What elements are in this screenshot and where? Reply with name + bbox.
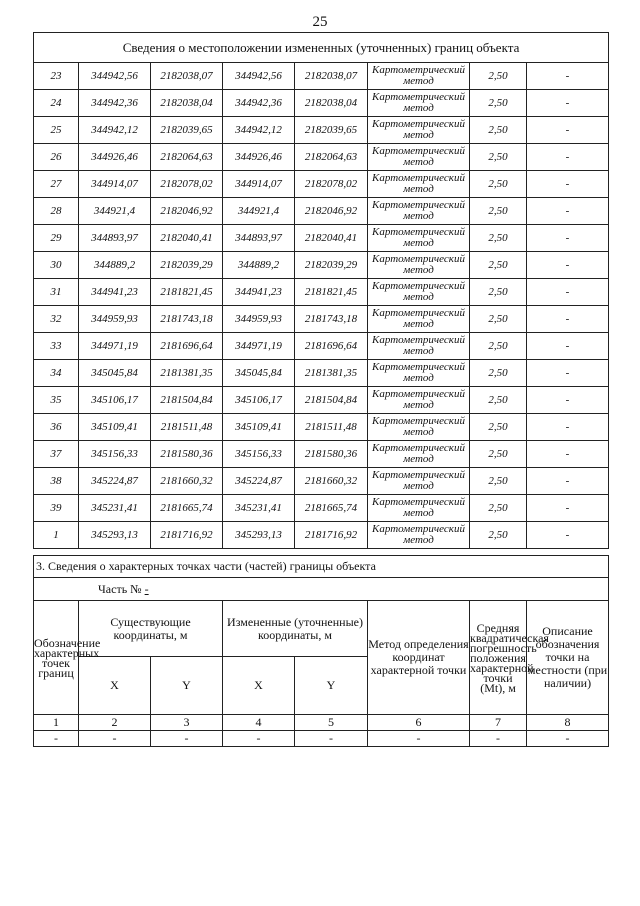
header-point-designation: Обозначение характерных точек границ [34,601,79,715]
method-cell: Картометрический метод [368,171,470,198]
y-changed-cell: 2181743,18 [295,306,368,333]
table-cell: - [223,731,295,747]
y-existing-cell: 2182039,29 [151,252,223,279]
header-precision: Средняя квадратическая погрешность положения характерной точки (Mt), м [470,601,527,715]
table-cell: - [295,731,368,747]
y-changed-cell: 2182078,02 [295,171,368,198]
x-changed-cell: 344971,19 [223,333,295,360]
method-cell: Картометрический метод [368,333,470,360]
point-number-cell: 29 [34,225,79,252]
description-cell: - [527,306,609,333]
precision-cell: 2,50 [470,63,527,90]
x-changed-cell: 344959,93 [223,306,295,333]
y-changed-cell: 2181665,74 [295,495,368,522]
boundary-coordinates-table [33,32,609,549]
description-cell: - [527,468,609,495]
point-number-cell: 36 [34,414,79,441]
y-existing-cell: 2182046,92 [151,198,223,225]
point-number-cell: 24 [34,90,79,117]
description-cell: - [527,198,609,225]
x-changed-cell: 345224,87 [223,468,295,495]
precision-cell: 2,50 [470,468,527,495]
part-label: Часть № [98,581,142,596]
precision-cell: 2,50 [470,117,527,144]
table-row [34,731,609,747]
table-row [34,441,609,468]
x-existing-cell: 345224,87 [79,468,151,495]
x-existing-cell: 345293,13 [79,522,151,549]
x-changed-cell: 345231,41 [223,495,295,522]
y-changed-cell: 2181696,64 [295,333,368,360]
method-cell: Картометрический метод [368,63,470,90]
point-number-cell: 23 [34,63,79,90]
x-changed-cell: 345109,41 [223,414,295,441]
y-existing-cell: 2181743,18 [151,306,223,333]
y-changed-cell: 2181504,84 [295,387,368,414]
x-changed-cell: 344914,07 [223,171,295,198]
point-number-cell: 31 [34,279,79,306]
x-changed-cell: 345045,84 [223,360,295,387]
table-row [34,225,609,252]
part-value: - [144,581,149,596]
precision-cell: 2,50 [470,414,527,441]
header-y-changed: Y [295,657,368,715]
precision-cell: 2,50 [470,360,527,387]
table-row [34,252,609,279]
table-cell: - [527,731,609,747]
method-cell: Картометрический метод [368,144,470,171]
table-row [34,360,609,387]
method-cell: Картометрический метод [368,360,470,387]
precision-cell: 2,50 [470,333,527,360]
point-number-cell: 39 [34,495,79,522]
y-existing-cell: 2181660,32 [151,468,223,495]
point-number-cell: 34 [34,360,79,387]
x-changed-cell: 344941,23 [223,279,295,306]
point-number-cell: 37 [34,441,79,468]
y-existing-cell: 2182064,63 [151,144,223,171]
x-existing-cell: 344942,36 [79,90,151,117]
y-changed-cell: 2182039,29 [295,252,368,279]
x-changed-cell: 344889,2 [223,252,295,279]
precision-cell: 2,50 [470,171,527,198]
y-changed-cell: 2182064,63 [295,144,368,171]
y-changed-cell: 2182039,65 [295,117,368,144]
x-changed-cell: 344942,36 [223,90,295,117]
precision-cell: 2,50 [470,90,527,117]
precision-cell: 2,50 [470,144,527,171]
description-cell: - [527,495,609,522]
description-cell: - [527,117,609,144]
y-existing-cell: 2182038,04 [151,90,223,117]
x-existing-cell: 344942,56 [79,63,151,90]
precision-cell: 2,50 [470,441,527,468]
table-row [34,468,609,495]
column-index-cell: 3 [151,715,223,731]
y-existing-cell: 2181381,35 [151,360,223,387]
y-existing-cell: 2181716,92 [151,522,223,549]
description-cell: - [527,522,609,549]
y-changed-cell: 2181580,36 [295,441,368,468]
y-existing-cell: 2181821,45 [151,279,223,306]
method-cell: Картометрический метод [368,441,470,468]
x-existing-cell: 345109,41 [79,414,151,441]
column-index-cell: 2 [79,715,151,731]
x-existing-cell: 344971,19 [79,333,151,360]
x-existing-cell: 344959,93 [79,306,151,333]
precision-cell: 2,50 [470,495,527,522]
x-existing-cell: 344889,2 [79,252,151,279]
y-existing-cell: 2182038,07 [151,63,223,90]
x-changed-cell: 345106,17 [223,387,295,414]
y-existing-cell: 2181665,74 [151,495,223,522]
part-number [34,578,609,601]
description-cell: - [527,414,609,441]
method-cell: Картометрический метод [368,198,470,225]
method-cell: Картометрический метод [368,468,470,495]
method-cell: Картометрический метод [368,387,470,414]
x-existing-cell: 345231,41 [79,495,151,522]
description-cell: - [527,171,609,198]
column-index-row [34,715,609,731]
part-points-table [33,555,609,747]
method-cell: Картометрический метод [368,225,470,252]
x-changed-cell: 345156,33 [223,441,295,468]
table-row [34,198,609,225]
y-existing-cell: 2181580,36 [151,441,223,468]
precision-cell: 2,50 [470,252,527,279]
y-changed-cell: 2181660,32 [295,468,368,495]
column-index-cell: 8 [527,715,609,731]
y-changed-cell: 2182038,07 [295,63,368,90]
y-existing-cell: 2181696,64 [151,333,223,360]
y-changed-cell: 2181381,35 [295,360,368,387]
header-changed-coords: Измененные (уточненные) координаты, м [223,601,368,657]
description-cell: - [527,90,609,117]
x-existing-cell: 344914,07 [79,171,151,198]
table-row [34,144,609,171]
point-number-cell: 27 [34,171,79,198]
x-changed-cell: 344942,12 [223,117,295,144]
point-number-cell: 30 [34,252,79,279]
y-existing-cell: 2181504,84 [151,387,223,414]
x-existing-cell: 345045,84 [79,360,151,387]
table-row [34,387,609,414]
column-index-cell: 5 [295,715,368,731]
table-row [34,63,609,90]
description-cell: - [527,387,609,414]
description-cell: - [527,441,609,468]
page-number: 25 [312,14,328,30]
precision-cell: 2,50 [470,198,527,225]
description-cell: - [527,252,609,279]
x-changed-cell: 344926,46 [223,144,295,171]
method-cell: Картометрический метод [368,117,470,144]
table-row [34,90,609,117]
point-number-cell: 33 [34,333,79,360]
x-existing-cell: 344941,23 [79,279,151,306]
y-changed-cell: 2181716,92 [295,522,368,549]
x-existing-cell: 345106,17 [79,387,151,414]
column-index-cell: 1 [34,715,79,731]
x-existing-cell: 344921,4 [79,198,151,225]
description-cell: - [527,279,609,306]
column-index-cell: 4 [223,715,295,731]
table-cell: - [34,731,79,747]
table-row [34,171,609,198]
point-number-cell: 28 [34,198,79,225]
method-cell: Картометрический метод [368,252,470,279]
precision-cell: 2,50 [470,279,527,306]
section-title: 3. Сведения о характерных точках части (частей) границы объекта [34,556,609,578]
description-cell: - [527,144,609,171]
point-number-cell: 1 [34,522,79,549]
header-x-changed: X [223,657,295,715]
method-cell: Картометрический метод [368,306,470,333]
y-existing-cell: 2182040,41 [151,225,223,252]
precision-cell: 2,50 [470,522,527,549]
table-cell: - [368,731,470,747]
precision-cell: 2,50 [470,306,527,333]
method-cell: Картометрический метод [368,522,470,549]
table-row [34,495,609,522]
header-description: Описание обозначения точки на местности (при наличии) [527,601,609,715]
x-changed-cell: 344942,56 [223,63,295,90]
column-index-cell: 7 [470,715,527,731]
header-method: Метод определения координат характерной точки [368,601,470,715]
precision-cell: 2,50 [470,387,527,414]
table-row [34,306,609,333]
table-title: Сведения о местоположении измененных (уточненных) границ объекта [34,33,609,63]
y-changed-cell: 2182040,41 [295,225,368,252]
point-number-cell: 25 [34,117,79,144]
point-number-cell: 35 [34,387,79,414]
y-changed-cell: 2181511,48 [295,414,368,441]
point-number-cell: 38 [34,468,79,495]
x-existing-cell: 344893,97 [79,225,151,252]
table-row [34,414,609,441]
x-changed-cell: 344893,97 [223,225,295,252]
x-changed-cell: 345293,13 [223,522,295,549]
method-cell: Картометрический метод [368,279,470,306]
x-existing-cell: 344942,12 [79,117,151,144]
table-cell: - [470,731,527,747]
table-row [34,117,609,144]
header-existing-coords: Существующие координаты, м [79,601,223,657]
header-y-existing: Y [151,657,223,715]
table-cell: - [79,731,151,747]
x-existing-cell: 344926,46 [79,144,151,171]
point-number-cell: 32 [34,306,79,333]
y-existing-cell: 2182078,02 [151,171,223,198]
table-row [34,279,609,306]
table-row [34,333,609,360]
description-cell: - [527,333,609,360]
method-cell: Картометрический метод [368,90,470,117]
precision-cell: 2,50 [470,225,527,252]
table-cell: - [151,731,223,747]
description-cell: - [527,360,609,387]
y-existing-cell: 2182039,65 [151,117,223,144]
y-changed-cell: 2182038,04 [295,90,368,117]
y-changed-cell: 2182046,92 [295,198,368,225]
table-row [34,522,609,549]
method-cell: Картометрический метод [368,495,470,522]
x-existing-cell: 345156,33 [79,441,151,468]
description-cell: - [527,63,609,90]
header-x-existing: X [79,657,151,715]
column-index-cell: 6 [368,715,470,731]
point-number-cell: 26 [34,144,79,171]
y-existing-cell: 2181511,48 [151,414,223,441]
y-changed-cell: 2181821,45 [295,279,368,306]
x-changed-cell: 344921,4 [223,198,295,225]
description-cell: - [527,225,609,252]
method-cell: Картометрический метод [368,414,470,441]
